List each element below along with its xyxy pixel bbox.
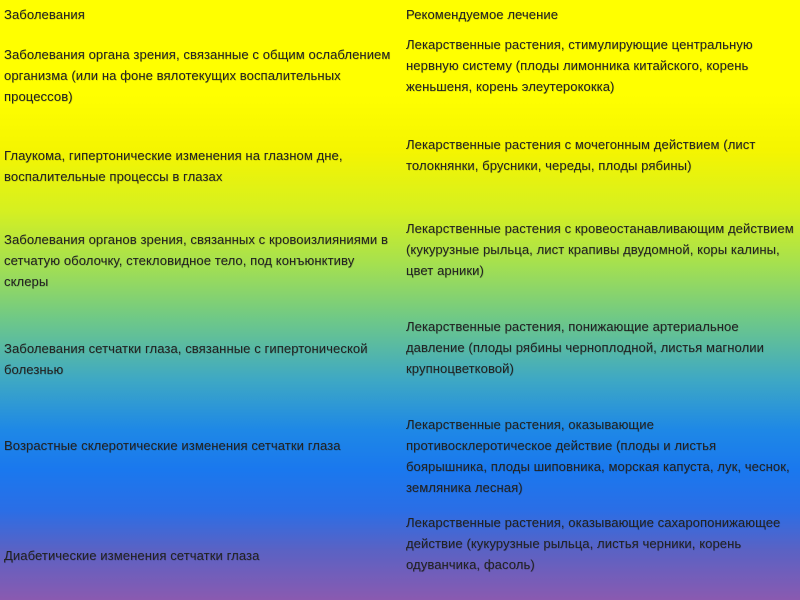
row-5-treatment: Лекарственные растения, оказывающие противосклеротическое действие (плоды и листья боярышника, плоды шиповника, морская капуста, лук, чеснок, земляника лесная)	[406, 417, 790, 495]
row-6-disease: Диабетические изменения сетчатки глаза	[4, 548, 260, 563]
row-6-treatment: Лекарственные растения, оказывающие сахаропонижающее действие (кукурузные рыльца, листья черники, корень одуванчика, фасоль)	[406, 515, 781, 572]
row-3-disease: Заболевания органов зрения, связанных с кровоизлияниями в сетчатую оболочку, стекловидное тело, под конъюнктиву склеры	[4, 232, 388, 289]
row-2-disease: Глаукома, гипертонические изменения на глазном дне, воспалительные процессы в глазах	[4, 148, 343, 184]
row-1-treatment: Лекарственные растения, стимулирующие центральную нервную систему (плоды лимонника китайского, корень женьшеня, корень элеутерококка)	[406, 37, 753, 94]
row-5-disease: Возрастные склеротические изменения сетчатки глаза	[4, 438, 341, 453]
row-4-disease: Заболевания сетчатки глаза, связанные с гипертонической болезнью	[4, 341, 368, 377]
row-4-treatment: Лекарственные растения, понижающие артериальное давление (плоды рябины черноплодной, листья магнолии крупноцветковой)	[406, 319, 764, 376]
row-1-disease: Заболевания органа зрения, связанные с общим ослаблением организма (или на фоне вялотекущих воспалительных процессов)	[4, 47, 391, 104]
header-treatment: Рекомендуемое лечение	[406, 7, 559, 22]
row-3-treatment: Лекарственные растения с кровеостанавливающим действием (кукурузные рыльца, лист крапивы двудомной, коры калины, цвет арники)	[406, 221, 794, 278]
row-2-treatment: Лекарственные растения с мочегонным действием (лист толокнянки, брусники, череды, плоды рябины)	[406, 137, 756, 173]
header-disease: Заболевания	[4, 7, 85, 22]
